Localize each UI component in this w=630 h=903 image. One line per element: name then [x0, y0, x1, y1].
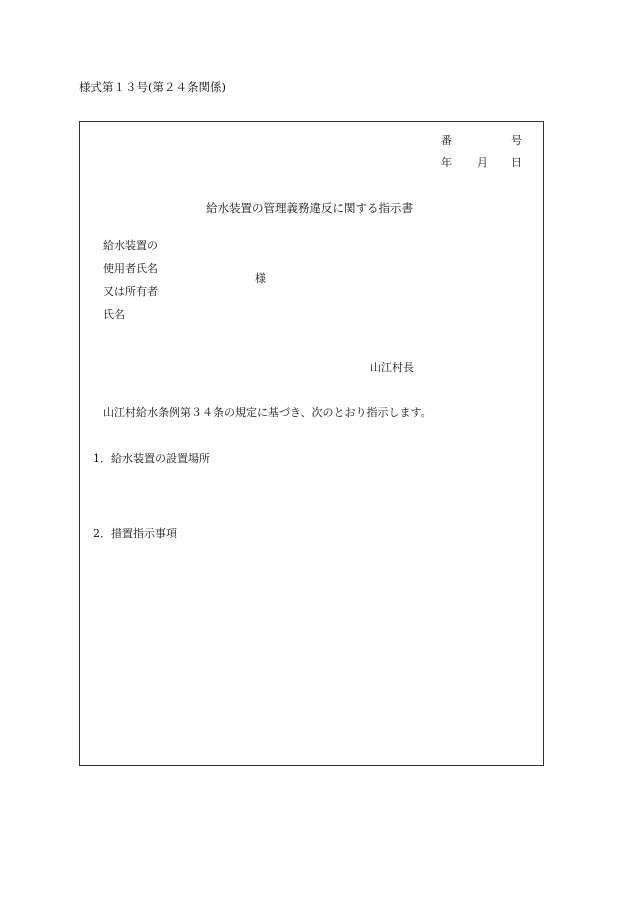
form-id: 様式第１３号(第２４条関係) — [79, 80, 226, 94]
addressee-line: 給水装置の — [103, 239, 158, 252]
document-number-suffix: 号 — [511, 134, 522, 147]
issuer-name: 山江村長 — [370, 361, 414, 374]
date-month: 月 — [477, 156, 488, 169]
addressee-line: 使用者氏名 — [103, 262, 158, 275]
item-installation-location: 1．給水装置の設置場所 — [93, 452, 210, 465]
date-year: 年 — [441, 156, 452, 169]
addressee-line: 氏名 — [103, 308, 125, 321]
form-frame — [79, 121, 544, 766]
date-day: 日 — [511, 156, 522, 169]
document-number-label: 番 — [441, 134, 452, 147]
body-text: 山江村給水条例第３４条の規定に基づき、次のとおり指示します。 — [103, 406, 432, 419]
item-corrective-instructions: 2．措置指示事項 — [93, 527, 177, 540]
addressee-line: 又は所有者 — [103, 285, 158, 298]
addressee-honorific: 様 — [255, 272, 266, 285]
document-title: 給水装置の管理義務違反に関する指示書 — [206, 201, 413, 215]
